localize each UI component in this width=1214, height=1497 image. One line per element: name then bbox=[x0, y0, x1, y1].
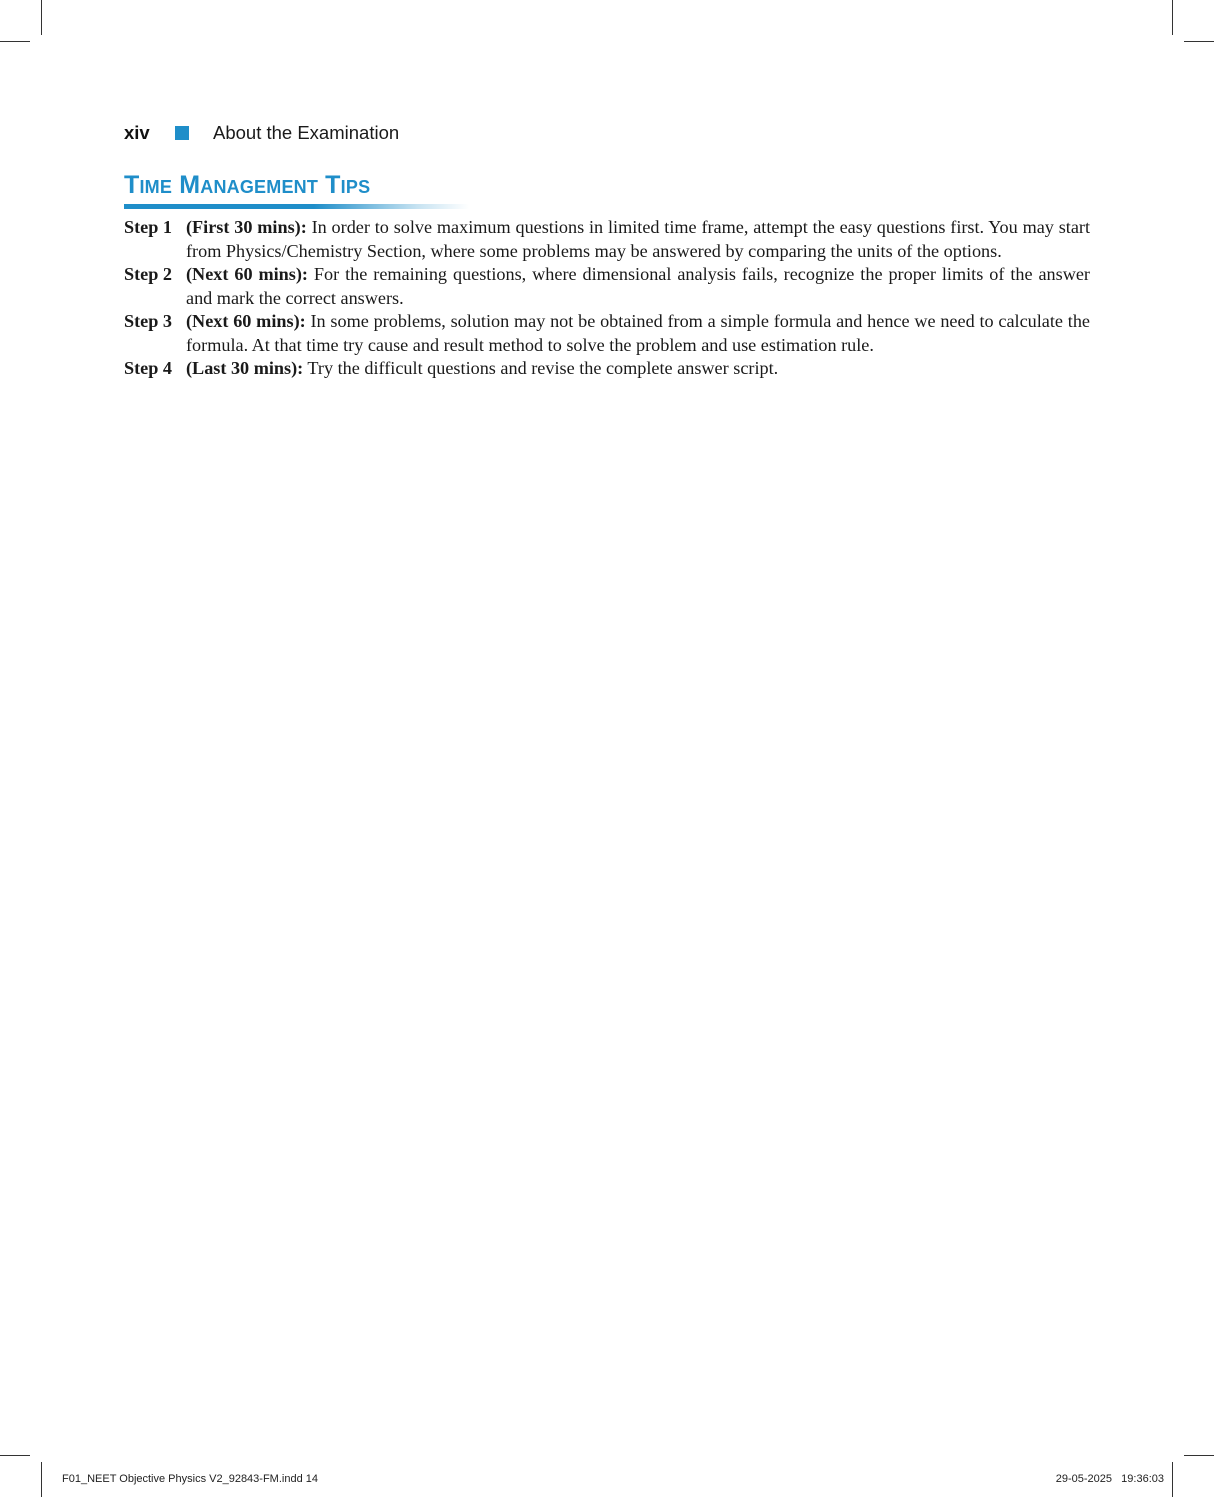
step-item bbox=[124, 310, 1090, 357]
step-text: In some problems, solution may not be obtained from a simple formula and hence we need to calculate the formula. At that time try cause and result method to solve the problem and use estimation rule. bbox=[186, 311, 1090, 355]
footer-timestamp: 29-05-2025 19:36:03 bbox=[1055, 1473, 1164, 1485]
step-time: (Last 30 mins): bbox=[186, 358, 304, 378]
step-text: Try the difficult questions and revise the complete answer script. bbox=[303, 358, 779, 378]
step-body bbox=[186, 357, 1090, 381]
step-body bbox=[186, 216, 1090, 263]
crop-mark-top-left bbox=[41, 0, 42, 35]
step-time: (First 30 mins): bbox=[186, 217, 307, 237]
crop-mark-top-left-h bbox=[0, 41, 30, 42]
step-item bbox=[124, 263, 1090, 310]
crop-mark-bottom-left bbox=[41, 1462, 42, 1497]
crop-mark-bottom-left-h bbox=[0, 1455, 30, 1456]
title-underline-rule bbox=[124, 204, 469, 209]
step-item bbox=[124, 216, 1090, 263]
step-label: Step 2 bbox=[124, 264, 172, 284]
step-body bbox=[186, 263, 1090, 310]
crop-mark-top-right bbox=[1172, 0, 1173, 35]
crop-mark-bottom-right bbox=[1172, 1462, 1173, 1497]
step-time: (Next 60 mins): bbox=[186, 311, 306, 331]
running-head-section: About the Examination bbox=[213, 122, 400, 143]
step-text: For the remaining questions, where dimensional analysis fails, recognize the proper limits of the answer and mark the correct answers. bbox=[186, 264, 1090, 308]
section-title: Time Management Tips bbox=[124, 171, 371, 199]
footer-file-info: F01_NEET Objective Physics V2_92843-FM.indd 14 bbox=[62, 1473, 318, 1485]
page-number: xiv bbox=[124, 122, 150, 143]
step-text: In order to solve maximum questions in limited time frame, attempt the easy questions first. You may start from Physics/Chemistry Section, where some problems may be answered by comparing the units of the options. bbox=[186, 217, 1091, 261]
step-label: Step 3 bbox=[124, 311, 172, 331]
step-time: (Next 60 mins): bbox=[186, 264, 308, 284]
step-body bbox=[186, 310, 1090, 357]
square-bullet-icon bbox=[175, 126, 189, 140]
step-label: Step 1 bbox=[124, 217, 172, 237]
crop-mark-bottom-right-h bbox=[1184, 1455, 1214, 1456]
step-item bbox=[124, 357, 1090, 381]
running-head bbox=[124, 121, 399, 145]
step-label: Step 4 bbox=[124, 358, 172, 378]
steps-list bbox=[124, 216, 1090, 381]
crop-mark-top-right-h bbox=[1184, 41, 1214, 42]
